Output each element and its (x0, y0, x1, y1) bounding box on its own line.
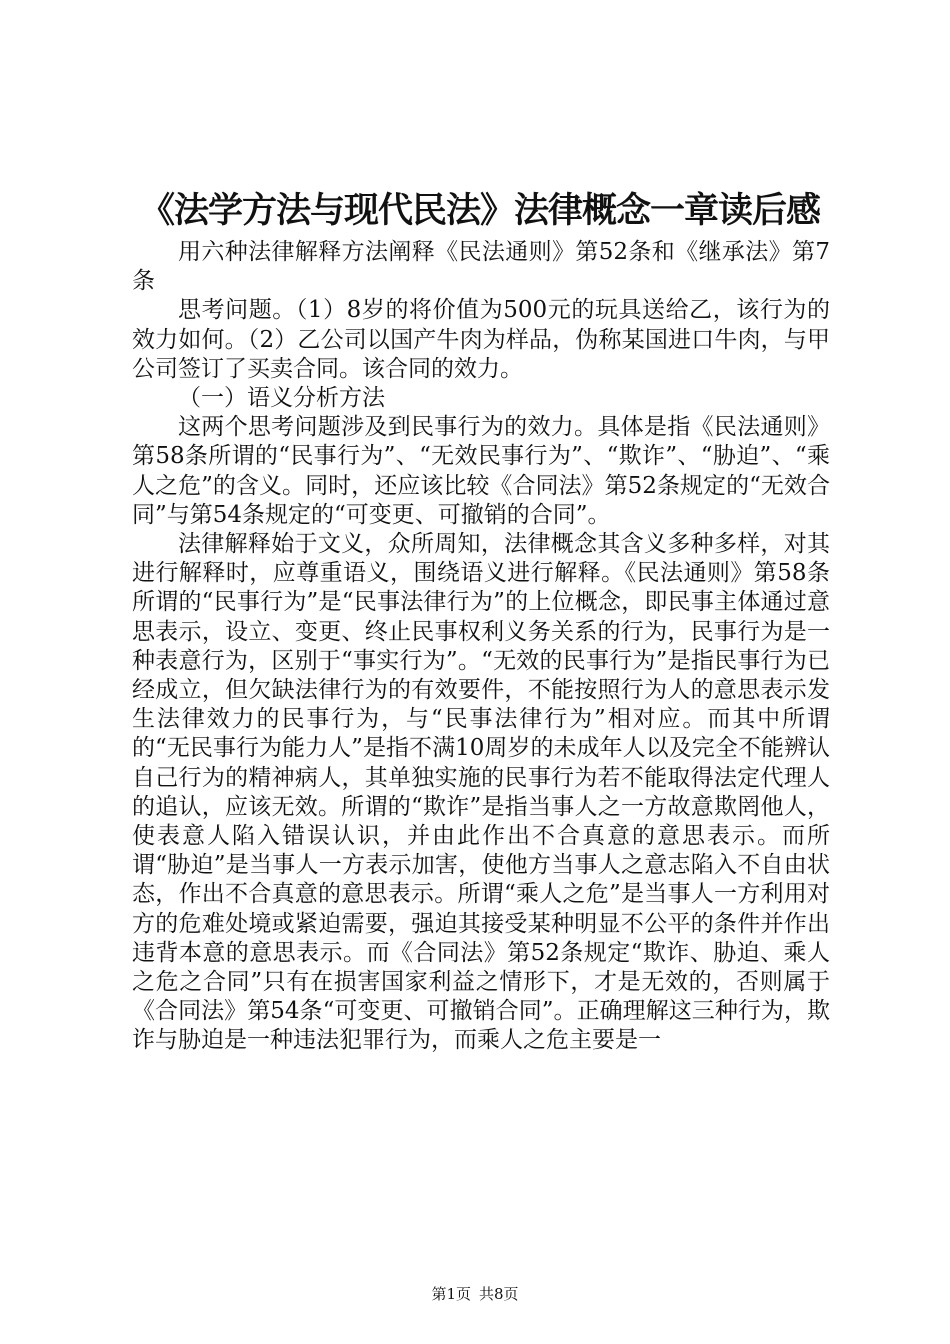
page-footer (0, 1284, 950, 1304)
paragraph-legal-interpretation: 法律解释始于文义，众所周知，法律概念其含义多种多样，对其进行解释时，应尊重语义，围绕语义进行解释。《民法通则》第58条所谓的“民事行为”是“民事法律行为”的上位概念，即民事主体通过意思表示，设立、变更、终止民事权利义务关系的行为，民事行为是一种表意行为，区别于“事实行为”。“无效的民事行为”是指民事行为已经成立，但欠缺法律行为的有效要件，不能按照行为人的意思表示发生法律效力的民事行为，与“民事法律行为”相对应。而其中所谓的“无民事行为能力人”是指不满10周岁的未成年人以及完全不能辨认自己行为的精神病人，其单独实施的民事行为若不能取得法定代理人的追认，应该无效。所谓的“欺诈”是指当事人之一方故意欺罔他人，使表意人陷入错误认识，并由此作出不合真意的意思表示。而所谓“胁迫”是当事人一方表示加害，使他方当事人之意志陷入不自由状态，作出不合真意的意思表示。所谓“乘人之危”是当事人一方利用对方的危难处境或紧迫需要，强迫其接受某种明显不公平的条件并作出违背本意的意思表示。而《合同法》第52条规定“欺诈、胁迫、乘人之危之合同”只有在损害国家利益之情形下，才是无效的，否则属于《合同法》第54条“可变更、可撤销合同”。正确理解这三种行为，欺诈与胁迫是一种违法犯罪行为，而乘人之危主要是一 (132, 531, 830, 1054)
document-title: 《法学方法与现代民法》法律概念一章读后感 (139, 190, 820, 231)
paragraph-questions: 思考问题。（1）8岁的将价值为500元的玩具送给乙，该行为的效力如何。（2）乙公司以国产牛肉为样品，伪称某国进口牛肉，与甲公司签订了买卖合同。该合同的效力。 (132, 297, 830, 382)
paragraph-intro: 用六种法律解释方法阐释《民法通则》第52条和《继承法》第7条 (132, 239, 830, 295)
page-number: 第1页 (431, 1285, 471, 1303)
page-total: 共8页 (479, 1285, 519, 1303)
document-body (132, 238, 830, 1056)
section-heading: （一）语义分析方法 (178, 385, 385, 412)
paragraph-semantic-analysis: 这两个思考问题涉及到民事行为的效力。具体是指《民法通则》第58条所谓的“民事行为”、“无效民事行为”、“欺诈”、“胁迫”、“乘人之危”的含义。同时，还应该比较《合同法》第52条规定的“无效合同”与第54条规定的“可变更、可撤销的合同”。 (132, 414, 830, 528)
